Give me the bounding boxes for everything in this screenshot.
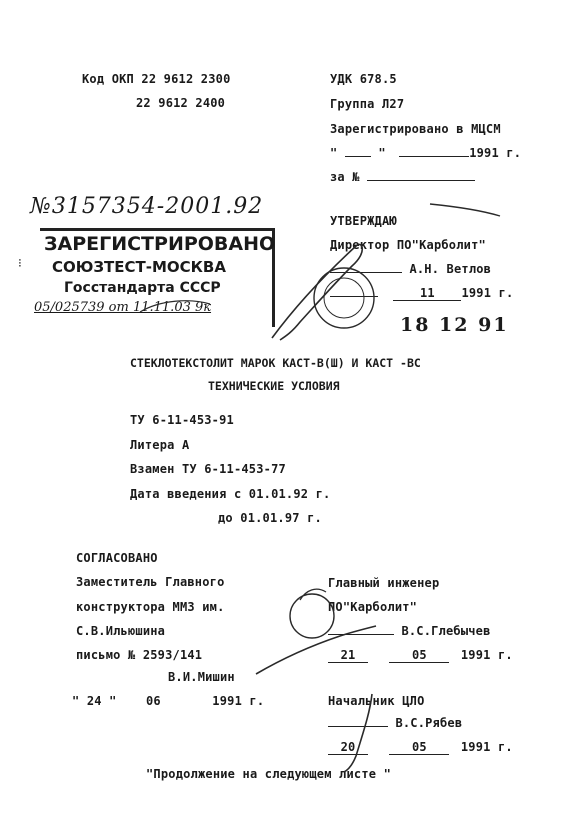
document-subtitle: ТЕХНИЧЕСКИЕ УСЛОВИЯ [208, 379, 340, 393]
tu-number: ТУ 6-11-453-91 [130, 413, 234, 427]
approval-year: 1991 г. [461, 286, 514, 300]
registration-year: 1991 г. [469, 146, 522, 160]
document-title: СТЕКЛОТЕКСТОЛИТ МАРОК КАСТ-В(Ш) И КАСТ -ВС [130, 356, 421, 370]
agreed-letter: письмо № 2593/141 [76, 648, 203, 662]
head-tslo-day: 20 [328, 740, 368, 755]
chief-engineer-title: Главный инженер [328, 576, 440, 590]
approval-position: Директор ПО"Карболит" [330, 238, 486, 252]
approval-stamp-date: 18 12 91 [400, 314, 509, 336]
group-code: Группа Л27 [330, 97, 405, 111]
agreed-line-3: С.В.Ильюшина [76, 624, 166, 638]
date-valid-until: до 01.01.97 г. [218, 511, 322, 525]
approval-heading: УТВЕРЖДАЮ [330, 214, 397, 228]
chief-engineer-month: 05 [389, 648, 449, 663]
head-tslo-year: 1991 г. [460, 740, 513, 754]
agreed-line-2: конструктора ММЗ им. [76, 600, 225, 614]
approval-signature [272, 244, 362, 340]
agreed-signer: В.И.Мишин [168, 670, 235, 684]
stamp-soyuztest: СОЮЗТЕСТ-МОСКВА [52, 258, 226, 276]
agreed-month: 06 [146, 694, 161, 708]
date-quote-open: " [330, 146, 338, 160]
agreed-line-1: Заместитель Главного [76, 575, 225, 589]
stamp-handwritten-note: 05/025739 от 11.11.03 9к [34, 300, 212, 315]
chief-engineer-signature [256, 626, 376, 674]
head-tslo-signature [344, 694, 372, 772]
stamp-signature [140, 301, 210, 312]
approval-name: А.Н. Ветлов [409, 262, 492, 276]
okp-code-2: 22 9612 2400 [136, 96, 226, 110]
date-quote-close: " [378, 146, 386, 160]
chief-round-stamp [290, 594, 334, 638]
agreed-heading: СОГЛАСОВАНО [76, 551, 158, 565]
agreed-year: 1991 г. [212, 694, 265, 708]
litera: Литера А [130, 438, 190, 452]
chief-engineer-day: 21 [328, 648, 368, 663]
date-introduced: Дата введения с 01.01.92 г. [130, 487, 331, 501]
registered-text: Зарегистрировано в МЦСМ [330, 122, 501, 136]
stamp-gosstandart: Госстандарта СССР [64, 280, 221, 296]
agreed-day: " 24 " [72, 694, 117, 708]
chief-engineer-name: В.С.Глебычев [401, 624, 491, 638]
approval-round-stamp-inner [324, 278, 364, 318]
head-tslo-name: В.С.Рябев [395, 716, 463, 730]
handwritten-reg-number: №3157354-2001.92 [30, 194, 264, 219]
replaces-tu: Взамен ТУ 6-11-453-77 [130, 462, 286, 476]
number-label: за № [330, 170, 360, 184]
chief-engineer-org: ПО"Карболит" [328, 600, 418, 614]
head-tslo-title: Начальник ЦЛО [328, 694, 425, 708]
okp-code-1: Код ОКП 22 9612 2300 [82, 72, 231, 86]
chief-engineer-year: 1991 г. [460, 648, 513, 662]
approval-month: 11 [393, 286, 461, 301]
top-right-scribble [430, 204, 500, 216]
margin-mark: ⁝ [18, 256, 22, 270]
continuation-note: "Продолжение на следующем листе " [146, 767, 392, 781]
head-tslo-month: 05 [389, 740, 449, 755]
stamp-registered: ЗАРЕГИСТРИРОВАНО [44, 233, 276, 255]
udk-code: УДК 678.5 [330, 72, 397, 86]
approval-round-stamp [314, 268, 374, 328]
